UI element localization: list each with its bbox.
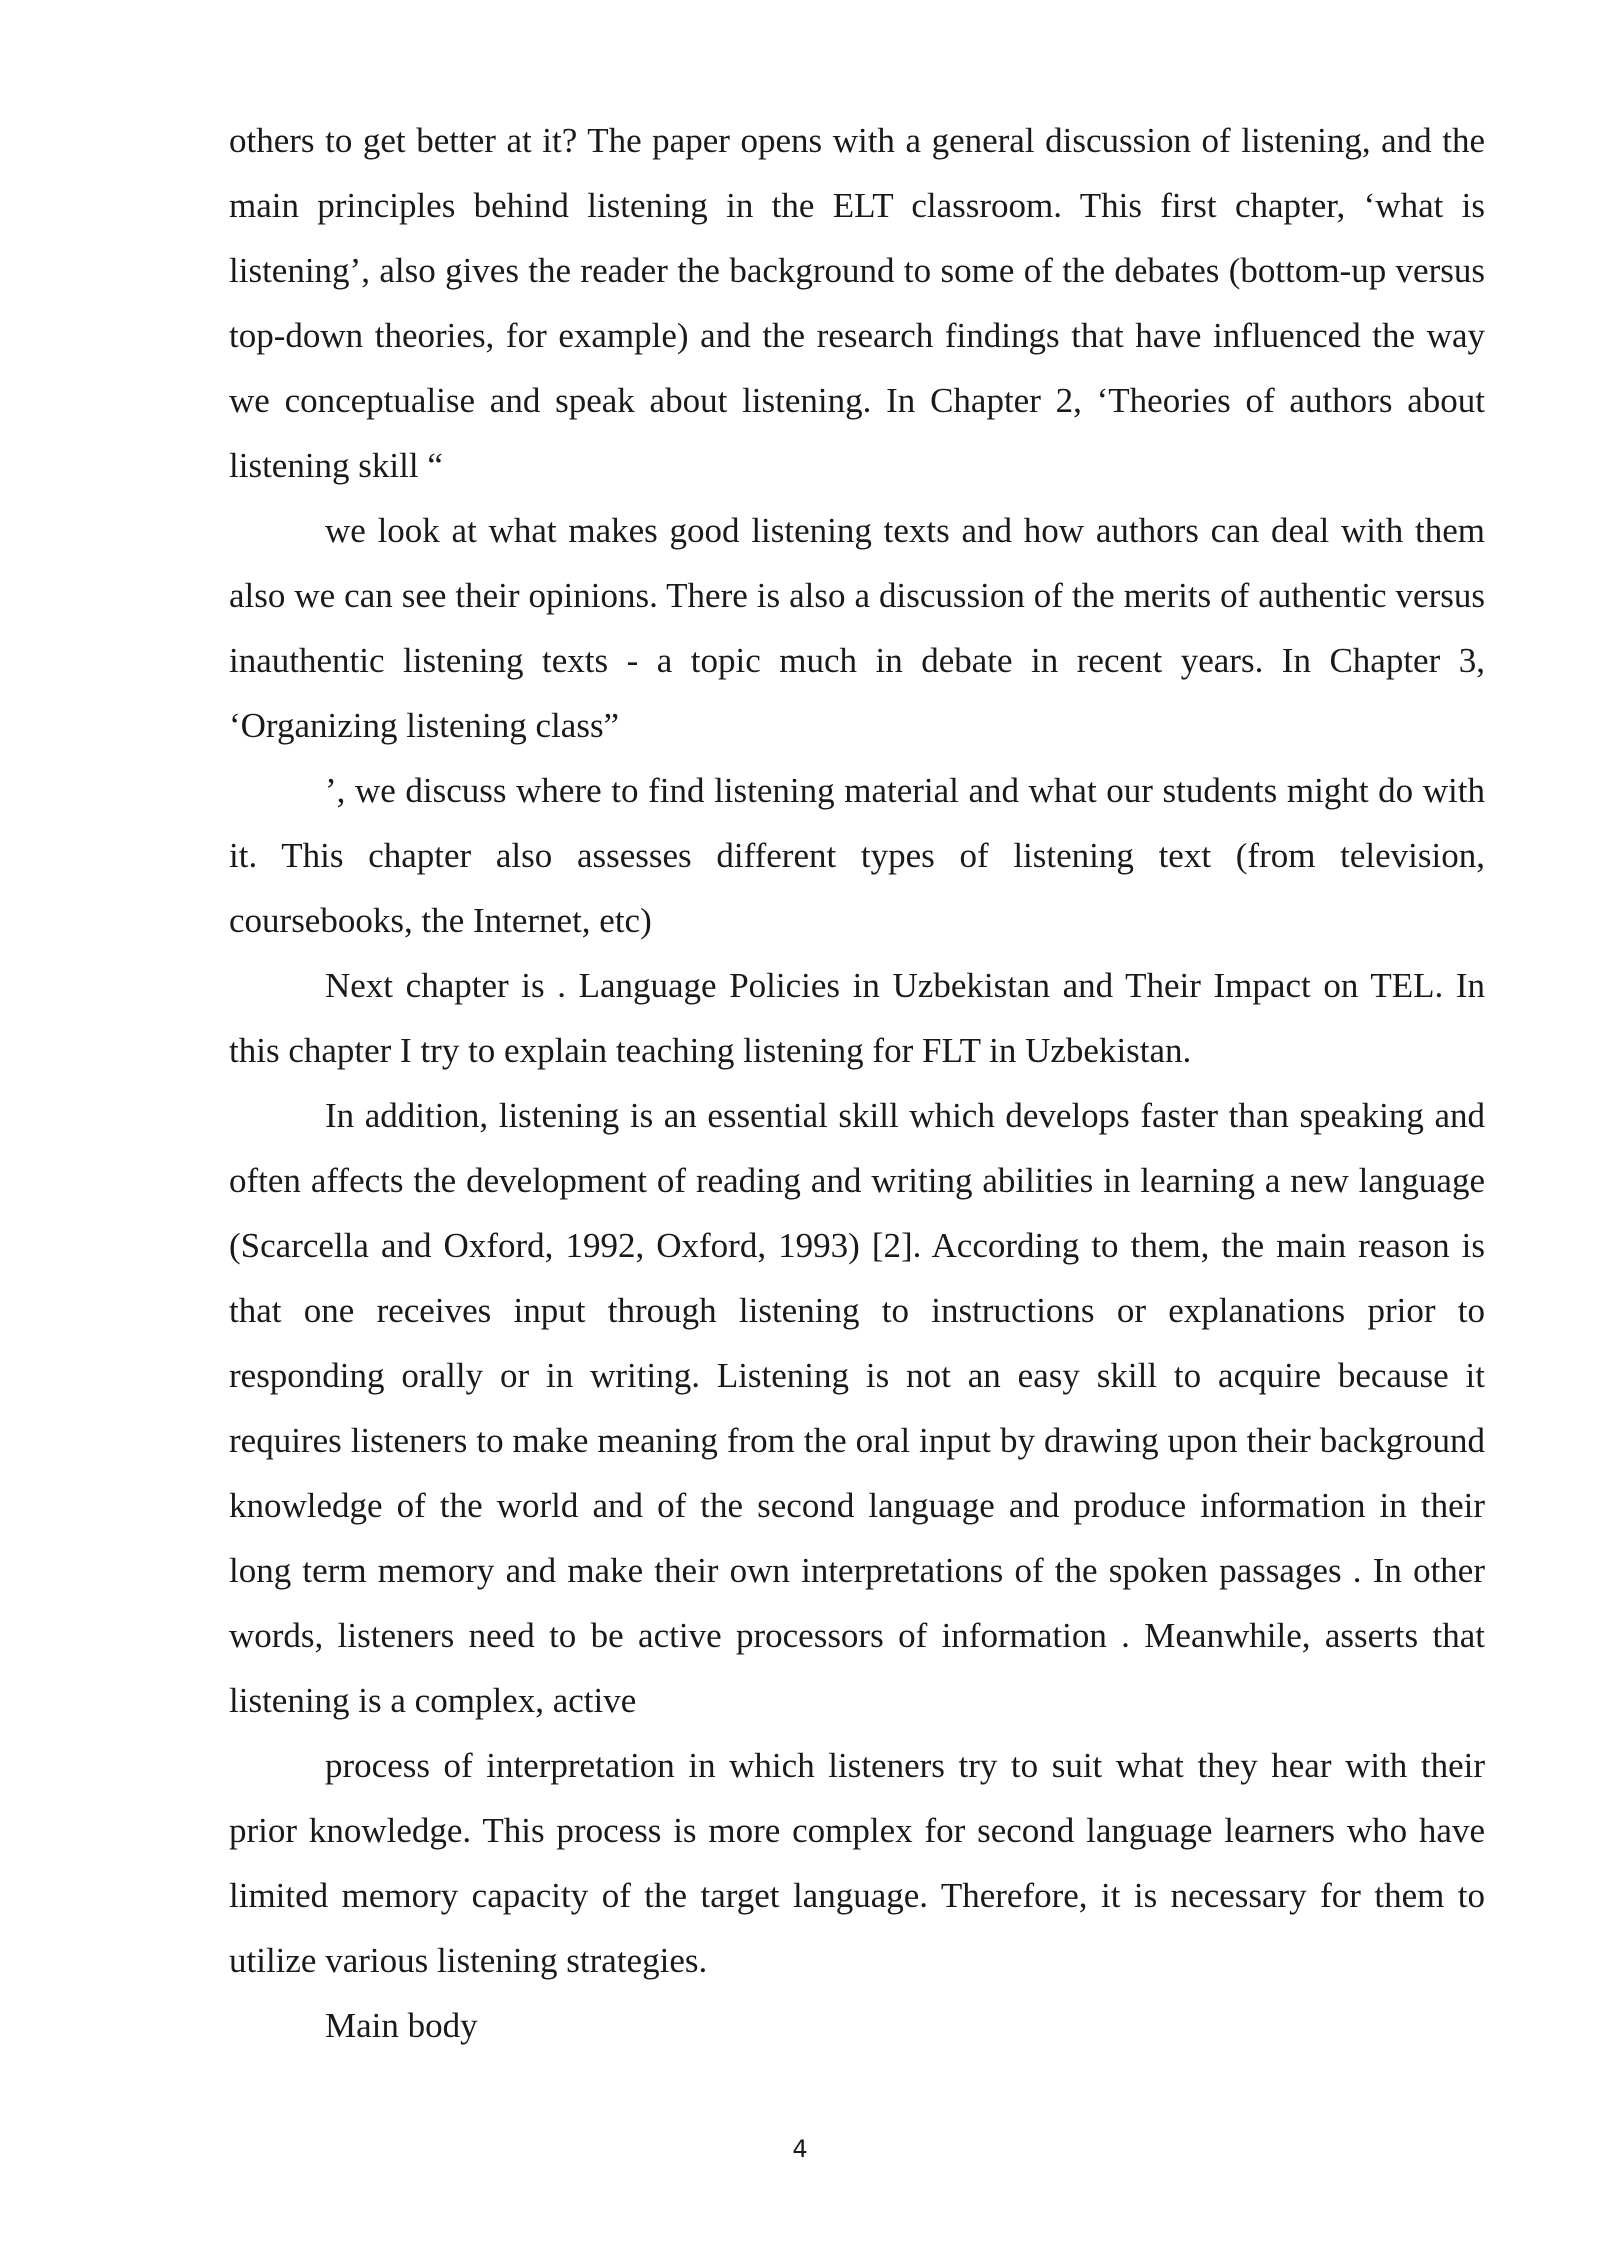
paragraph-intro: others to get better at it? The paper opens with a general discussion of listening, and the main principles behind listening in the ELT classroom. This first chapter, ‘what is listening’, also gives the reader the background to some of the debates (bottom-up versus top-down theories, for example) and the research findings that have influenced the way we conceptualise and speak about listening. In Chapter 2, ‘Theories of authors about listening skill “	[229, 121, 1485, 485]
section-heading: Main body	[325, 2006, 478, 2045]
paragraph-chapter-2: we look at what makes good listening texts and how authors can deal with them also we can see their opinions. There is also a discussion of the merits of authentic versus inauthentic listening texts - a topic much in debate in recent years. In Chapter 3, ‘Organizing listening class”	[229, 511, 1485, 745]
page-number: 4	[792, 2135, 808, 2163]
paragraph-in-addition: In addition, listening is an essential skill which develops faster than speaking and often affects the development of reading and writing abilities in learning a new language (Scarcella and Oxford, 1992, Oxford, 1993) [2]. According to them, the main reason is that one receives input through listening to instructions or explanations prior to responding orally or in writing. Listening is not an easy skill to acquire because it requires listeners to make meaning from the oral input by drawing upon their background knowledge of the world and of the second language and produce information in their long term memory and make their own interpretations of the spoken passages . In other words, listeners need to be active processors of information . Meanwhile, asserts that listening is a complex, active	[229, 1096, 1485, 1720]
paragraph-chapter-3: ’, we discuss where to find listening material and what our students might do with it. This chapter also assesses different types of listening text (from television, coursebooks, the Internet, etc)	[229, 771, 1485, 940]
paragraph-process: process of interpretation in which listeners try to suit what they hear with their prior knowledge. This process is more complex for second language learners who have limited memory capacity of the target language. Therefore, it is necessary for them to utilize various listening strategies.	[229, 1746, 1485, 1980]
paragraph-next-chapter: Next chapter is . Language Policies in Uzbekistan and Their Impact on TEL. In this chapter I try to explain teaching listening for FLT in Uzbekistan.	[229, 966, 1485, 1070]
body-text	[229, 108, 1485, 2058]
